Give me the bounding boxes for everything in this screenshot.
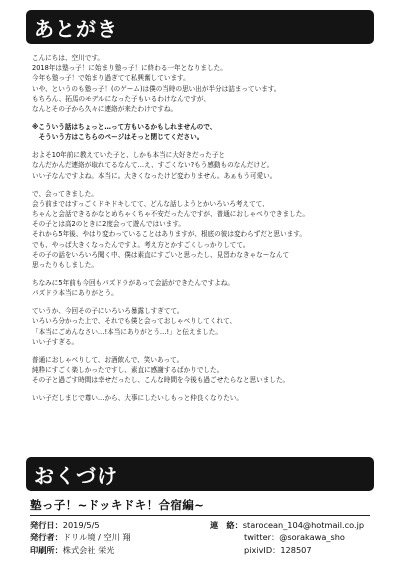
- twitter-row: [210, 531, 364, 543]
- email-row: [210, 519, 364, 531]
- printer-row: [30, 544, 131, 556]
- pixiv-row: [210, 544, 364, 556]
- publisher: ドリル境 / 空川 翔: [62, 532, 131, 543]
- afterword-paragraph-7: 普通におしゃべりして、お酒飲んで、笑いあって。 純粋にすごく楽しかったですし、素直に感謝するばかりでした。 その子と過ごす時間は幸せだったし、こんな時間を今後も過ごせたらなと思いました。: [32, 355, 290, 385]
- issue-date-row: [30, 519, 131, 531]
- afterword-paragraph-6: ていうか、今回その子にいろいろ暴露しすぎてて。 いろいろ分かった上で、それでも僕と会っておしゃべりしてくれて、 「本当にごめんなさい…!本当にありがとう…!」と伝えました。 いい子すぎる。: [32, 307, 237, 346]
- printer: 株式会社 栄光: [62, 544, 115, 555]
- contact-email: starocean_104@hotmail.co.jp: [242, 520, 365, 530]
- afterword-body: [32, 53, 372, 411]
- contact-twitter: twitter：@sorakawa_sho: [244, 532, 345, 543]
- afterword-paragraph-8: いい子だしまじで尊い…から、大事にしたいしもっと仲良くなりたい。: [32, 394, 243, 403]
- contact-label: 連 絡：: [210, 520, 243, 530]
- afterword-paragraph-5: ちなみに5年前も今回もパズドラがあって会話ができたんですよね。 パズドラ本当にありがとう。: [32, 279, 234, 298]
- afterword-heading-bar: [26, 10, 374, 44]
- colophon-details: [30, 519, 131, 556]
- contact-details: [210, 519, 364, 556]
- divider: [30, 515, 370, 516]
- afterword-warning-note: ※こういう話はちょっと…って方もいるかもしれませんので、 そういう方はこちらのページはそっと閉じてください。: [32, 123, 217, 142]
- publisher-label: 発行者：: [30, 532, 63, 543]
- issue-date: 2019/5/5: [62, 520, 100, 530]
- printer-label: 印刷所：: [30, 544, 63, 555]
- afterword-heading: あとがき: [34, 16, 118, 41]
- contact-pixiv: pixivID：128507: [244, 544, 312, 555]
- afterword-paragraph-4: で、会ってきました。 会う前まではすっごくドキドキしてて、どんな話しようとかいろいろ考えてて、 ちゃんと会話できるかなとめちゃくちゃ不安だったんですが、普通におしゃべりできました。 その子とは高2のときに2度会って遊んではいます。 それから5年後、やはり変わっていることはありますが、根底の彼は変わらずだと思います。 でも、やっぱ大きくなったんですよ。考え方とかすごくしっかりしてて。 その子の話をいろいろ聞く中、僕は素直にすごいと思ったし、見習わなきゃなーなんて 思ったりもしました。: [32, 189, 309, 270]
- book-title: 塾っ子！~ドッキドキ！合宿編~: [30, 498, 205, 512]
- issue-date-label: 発行日：: [30, 520, 63, 530]
- afterword-paragraph-1: こんにちは、空川です。 2018年は塾っ子！に始まり塾っ子！に終わる一年となりました。 今年も塾っ子！で始まり過ぎてて私興奮しています。 いや、というのも塾っ子！(のゲーム)は僕の当時の思い出が半分は詰まっています。 もちろん、拓馬のモデルになった子もいるわけなんですが、 なんとその子から久々に連絡が来たわけですね。: [32, 54, 281, 114]
- colophon-heading: おくづけ: [34, 463, 118, 488]
- publisher-row: [30, 531, 131, 543]
- afterword-paragraph-3: およそ10年前に教えていた子と、しかも本当に大好きだった子と なんだかんだ連絡が取れてるなんて…え、すごくない?もう感動ものなんだけど。 いい子なんですよね。本当に。大きくなったけど変わりません。あぁもう可愛い。: [32, 151, 277, 180]
- colophon-heading-bar: [26, 457, 374, 491]
